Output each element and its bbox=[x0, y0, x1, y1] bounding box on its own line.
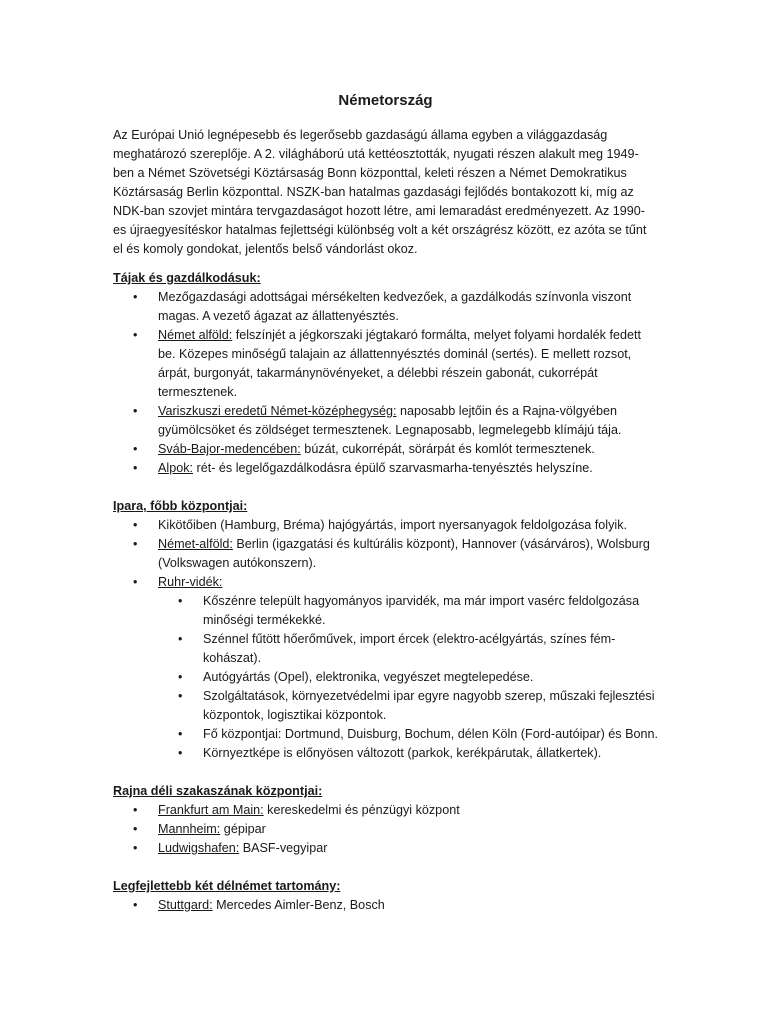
bullet-icon: • bbox=[178, 632, 183, 646]
bullet-list bbox=[113, 801, 658, 858]
item-label: Stuttgard: bbox=[158, 898, 213, 912]
sub-list-item bbox=[158, 592, 658, 630]
bullet-icon: • bbox=[133, 575, 138, 589]
sub-list-item bbox=[158, 744, 658, 763]
item-text: naposabb lejtőin és a Rajna-völgyében gyümölcsöket és zöldséget termesztenek. Legnaposabb, legmelegebb klímájú tája. bbox=[158, 404, 622, 437]
section-heading: Tájak és gazdálkodásuk: bbox=[113, 271, 261, 285]
item-label: Ruhr-vidék: bbox=[158, 575, 223, 589]
list-item bbox=[113, 288, 658, 326]
section-landscapes bbox=[113, 269, 658, 478]
bullet-icon: • bbox=[133, 822, 138, 836]
item-text: Mercedes Aimler-Benz, Bosch bbox=[212, 898, 385, 912]
bullet-icon: • bbox=[133, 898, 138, 912]
document-page bbox=[113, 92, 658, 934]
bullet-icon: • bbox=[133, 803, 138, 817]
item-text: Mezőgazdasági adottságai mérsékelten kedvezőek, a gazdálkodás színvonla viszont magas. A vezető ágazat az állattenyésztés. bbox=[158, 290, 632, 323]
item-label: Ludwigshafen: bbox=[158, 841, 240, 855]
bullet-list bbox=[113, 896, 658, 915]
list-item bbox=[113, 573, 658, 763]
item-text: felszínjét a jégkorszaki jégtakaró formálta, melyet folyami hordalék fedett be. Közepes minőségű talajain az állattennyésztés dominál (sertés). E mellett rozsot, árpát, burgonyát, takarmánynövényeket, a délebbi részein gabonát, cukorrépát termesztenek. bbox=[158, 328, 641, 399]
bullet-list bbox=[113, 288, 658, 478]
bullet-icon: • bbox=[133, 442, 138, 456]
list-item bbox=[113, 459, 658, 478]
item-text: Berlin (igazgatási és kultúrális központ), Hannover (vásárváros), Wolsburg (Volkswagen autókonszern). bbox=[158, 537, 650, 570]
item-text: kereskedelmi és pénzügyi központ bbox=[263, 803, 460, 817]
item-label: Frankfurt am Main: bbox=[158, 803, 264, 817]
list-item bbox=[113, 535, 658, 573]
bullet-icon: • bbox=[178, 670, 183, 684]
item-label: Variszkuszi eredetű Német-középhegység: bbox=[158, 404, 397, 418]
section-heading: Ipara, főbb központjai: bbox=[113, 499, 248, 513]
bullet-icon: • bbox=[133, 461, 138, 475]
list-item bbox=[113, 516, 658, 535]
list-item bbox=[113, 896, 658, 915]
section-heading: Rajna déli szakaszának központjai: bbox=[113, 784, 323, 798]
bullet-icon: • bbox=[178, 727, 183, 741]
sub-list-item bbox=[158, 630, 658, 668]
section-rhine-centers bbox=[113, 782, 658, 858]
item-text: Kikötőiben (Hamburg, Bréma) hajógyártás, import nyersanyagok feldolgozása folyik. bbox=[158, 518, 627, 532]
sub-bullet-list bbox=[158, 592, 658, 763]
section-south-states bbox=[113, 877, 658, 915]
bullet-icon: • bbox=[133, 537, 138, 551]
sub-list-item bbox=[158, 668, 658, 687]
bullet-icon: • bbox=[178, 594, 183, 608]
section-heading: Legfejlettebb két délnémet tartomány: bbox=[113, 879, 341, 893]
bullet-icon: • bbox=[133, 328, 138, 342]
item-text: Környeztképe is előnyösen változott (parkok, kerékpárutak, állatkertek). bbox=[203, 746, 602, 760]
bullet-icon: • bbox=[133, 404, 138, 418]
item-text: Szolgáltatások, környezetvédelmi ipar egyre nagyobb szerep, műszaki fejlesztési központok, logisztikai központok. bbox=[203, 689, 655, 722]
list-item bbox=[113, 820, 658, 839]
item-text: búzát, cukorrépát, sörárpát és komlót termesztenek. bbox=[300, 442, 595, 456]
list-item bbox=[113, 402, 658, 440]
bullet-icon: • bbox=[133, 841, 138, 855]
bullet-icon: • bbox=[133, 518, 138, 532]
sub-list-item bbox=[158, 687, 658, 725]
item-label: Német alföld: bbox=[158, 328, 233, 342]
list-item bbox=[113, 326, 658, 402]
item-label: Alpok: bbox=[158, 461, 194, 475]
item-text: Szénnel fűtött hőerőművek, import ércek (elektro-acélgyártás, színes fém-kohászat). bbox=[203, 632, 616, 665]
item-text: rét- és legelőgazdálkodásra épülő szarvasmarha-tenyésztés helyszíne. bbox=[193, 461, 593, 475]
item-text: Fő központjai: Dortmund, Duisburg, Bochum, délen Köln (Ford-autóipar) és Bonn. bbox=[203, 727, 659, 741]
item-text: Autógyártás (Opel), elektronika, vegyészet megtelepedése. bbox=[203, 670, 534, 684]
list-item bbox=[113, 801, 658, 820]
item-text: Kőszénre települt hagyományos iparvidék, ma már import vasérc feldolgozása minőségi termékekké. bbox=[203, 594, 640, 627]
bullet-icon: • bbox=[178, 746, 183, 760]
list-item bbox=[113, 440, 658, 459]
intro-paragraph: Az Európai Unió legnépesebb és legerősebb gazdaságú állama egyben a világgazdaság meghatározó szereplője. A 2. világháború utá kettéosztották, nyugati részen alakult meg 1949-ben a Német Szövetségi Köztársaság Bonn központtal, keleti részen a Német Demokratikus Köztársaság Berlin központtal. NSZK-ban hatalmas gazdasági fejlődés bontakozott ki, míg az NDK-ban szovjet mintára tervgazdaságot hozott létre, ami lemaradást eredményezett. Az 1990-es újraegyesítéskor hatalmas fejlettségi különbség volt a két országrész között, ez azóta se tűnt el és komoly gondokat, jelentős belső vándorlást okoz. bbox=[113, 128, 647, 256]
item-text: gépipar bbox=[220, 822, 266, 836]
bullet-icon: • bbox=[178, 689, 183, 703]
item-label: Sváb-Bajor-medencében: bbox=[158, 442, 301, 456]
item-label: Német-alföld: bbox=[158, 537, 233, 551]
sub-list-item bbox=[158, 725, 658, 744]
item-label: Mannheim: bbox=[158, 822, 221, 836]
list-item bbox=[113, 839, 658, 858]
page-title: Németország bbox=[338, 92, 433, 109]
bullet-icon: • bbox=[133, 290, 138, 304]
bullet-list bbox=[113, 516, 658, 763]
section-industry bbox=[113, 497, 658, 763]
item-text: BASF-vegyipar bbox=[239, 841, 328, 855]
